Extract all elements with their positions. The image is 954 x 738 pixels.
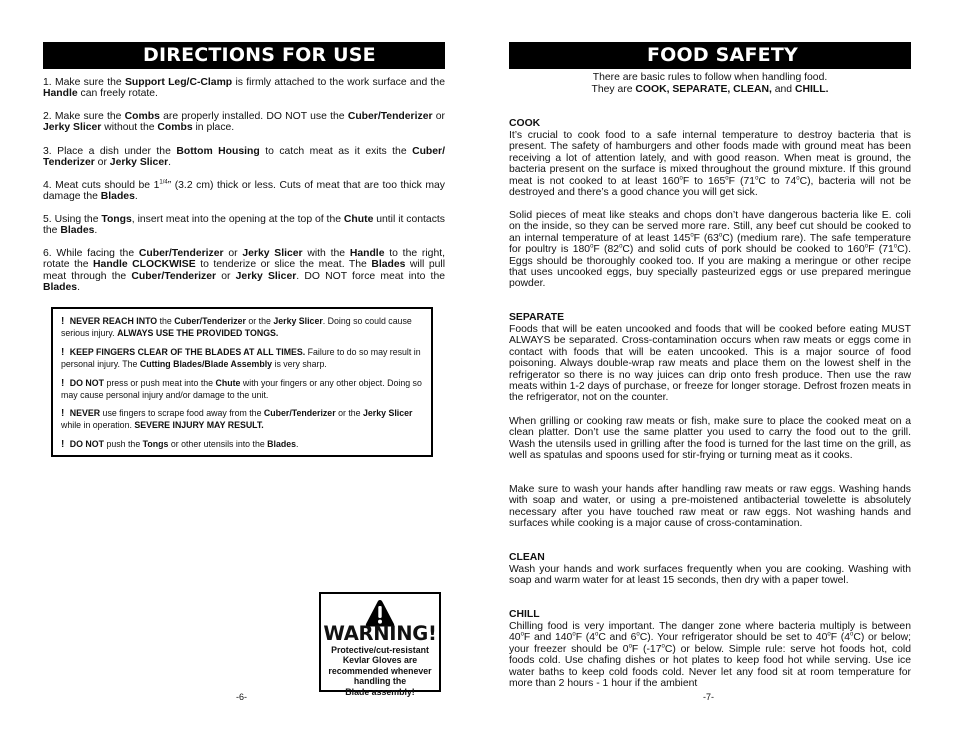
caution-4: ! NEVER use fingers to scrape food away from the Cuber/Tenderizer or the Jerky Slicer while in operation. SEVERE INJURY MAY RESULT.	[61, 408, 413, 430]
exclamation-icon: !	[61, 408, 65, 419]
page-number-left: -6-	[236, 692, 247, 702]
clean-heading: CLEAN	[509, 552, 545, 563]
intro-line-2: They are COOK, SEPARATE, CLEAN, and CHILL.	[591, 84, 829, 95]
food-safety-title: FOOD SAFETY	[509, 42, 911, 69]
intro-line-1: There are basic rules to follow when handling food.	[592, 72, 828, 83]
step-5: 5. Using the Tongs, insert meat into the opening at the top of the Chute until it contacts the Blades.	[43, 214, 445, 237]
exclamation-icon: !	[61, 316, 65, 327]
step-2: 2. Make sure the Combs are properly installed. DO NOT use the Cuber/Tenderizer or Jerky Slicer without the Combs in place.	[43, 111, 445, 134]
caution-box	[51, 307, 433, 457]
warning-text: Protective/cut-resistant Kevlar Gloves are recommended whenever handling the Blade assembly!	[328, 645, 432, 697]
separate-paragraph-1: Foods that will be eaten uncooked and foods that will be cooked before eating MUST ALWAYS be separated. Cross-contamination occurs when raw meats or eggs come in contact with foods that will be eaten uncooked. This is a major source of food poisoning. Always double-wrap raw meats and place them on the lowest shelf in the refrigerator so there is no way juices can drip onto fresh produce. Then use the raw meats within 1-2 days of purchase, or freeze for longer storage. Defrost frozen meats in the refrigerator, not on the counter.	[509, 324, 911, 404]
step-3: 3. Place a dish under the Bottom Housing to catch meat as it exits the Cuber/ Tenderizer or Jerky Slicer.	[43, 146, 445, 169]
separate-paragraph-2: When grilling or cooking raw meats or fish, make sure to place the cooked meat on a clean platter. Don’t use the same platter you used to carry the food out to the grill. Wash the utensils used in grilling after the food is turned for the last time on the grill, as well as spatulas and spoons used for stir-frying or turning meat as it cooks.	[509, 416, 911, 462]
exclamation-icon: !	[61, 347, 65, 358]
caution-3: ! DO NOT press or push meat into the Chute with your fingers or any other object. Doing so may cause personal injury and/or damage to the unit.	[61, 378, 422, 400]
step-6: 6. While facing the Cuber/Tenderizer or Jerky Slicer with the Handle to the right, rotate the Handle CLOCKWISE to tenderize or slice the meat. The Blades will pull meat through the Cuber/Tenderizer or Jerky Slicer. DO NOT force meat into the Blades.	[43, 248, 446, 294]
cook-heading: COOK	[509, 118, 541, 129]
cook-paragraph-1: It’s crucial to cook food to a safe internal temperature to destroy bacteria that is present. The safety of hamburgers and other foods made with ground meat has been receiving a lot of attention lately, and with good reason. When meat is ground, the bacteria present on the surface is mixed throughout the ground mixture. If this ground meat is not cooked to at least 160$^o$F to 165$^o$F (71$^o$C to 74$^o$C), bacteria will not be destroyed and there’s a good chance you will get sick.	[509, 130, 912, 199]
separate-heading: SEPARATE	[509, 312, 565, 323]
caution-1: ! NEVER REACH INTO the Cuber/Tenderizer or the Jerky Slicer. Doing so could cause serious injury. ALWAYS USE THE PROVIDED TONGS.	[61, 316, 412, 338]
caution-2: ! KEEP FINGERS CLEAR OF THE BLADES AT ALL TIMES. Failure to do so may result in personal injury. The Cutting Blades/Blade Assembly is very sharp.	[61, 347, 421, 369]
warning-title: WARNING!	[323, 622, 437, 645]
exclamation-icon: !	[61, 439, 65, 450]
warning-box	[319, 592, 441, 697]
clean-paragraph: Wash your hands and work surfaces frequently when you are cooking. Washing with soap and warm water for at least 15 seconds, then dry with a paper towel.	[509, 564, 911, 587]
cook-paragraph-2: Solid pieces of meat like steaks and chops don’t have dangerous bacteria like E. coli on the inside, so they can be served more rare. Still, any beef cut should be cooked to an internal temperature of at least 145$^o$F (63$^o$C) (medium rare). The safe temperature for poultry is 180$^o$F (82$^o$C) and solid cuts of pork should be cooked to 160$^o$F (71$^o$C). Eggs should be thoroughly cooked too. If you are making a meringue or other recipe that uses uncooked eggs, buy specially pasteurized eggs or use prepared meringue powder.	[509, 210, 911, 290]
step-1: 1. Make sure the Support Leg/C-Clamp is firmly attached to the work surface and the Handle can freely rotate.	[43, 77, 445, 100]
separate-paragraph-3: Make sure to wash your hands after handling raw meats or raw eggs. Washing hands with soap and water, or using a pre-moistened antibacterial towelette is absolutely necessary after you have touched raw meat or raw eggs. Not washing hands and surfaces while cooking is a major cause of cross-contamination.	[509, 484, 911, 530]
exclamation-icon: !	[61, 378, 65, 389]
caution-5: ! DO NOT push the Tongs or other utensils into the Blades.	[61, 439, 299, 450]
chill-heading: CHILL	[509, 609, 540, 620]
page-number-right: -7-	[703, 692, 714, 702]
step-4: 4. Meat cuts should be $1^{1/4}$” (3.2 cm) thick or less. Cuts of meat that are too thick may damage the Blades.	[43, 179, 446, 203]
chill-paragraph: Chilling food is very important. The danger zone where bacteria multiply is between 40$^o$F and 140$^o$F (4$^o$C and 6$^o$C). Your refrigerator should be set to 40$^o$F (4$^o$C) or below; your freezer should be 0$^o$F (-17$^o$C) or below. Simple rule: serve hot foods hot, cold foods cold. Use chafing dishes or hot plates to keep food hot while serving. Use ice water baths to keep cold foods cold. Never let any food sit at room temperature for more than 2 hours - 1 hour if the ambient	[509, 621, 911, 690]
directions-title: DIRECTIONS FOR USE	[43, 42, 445, 69]
